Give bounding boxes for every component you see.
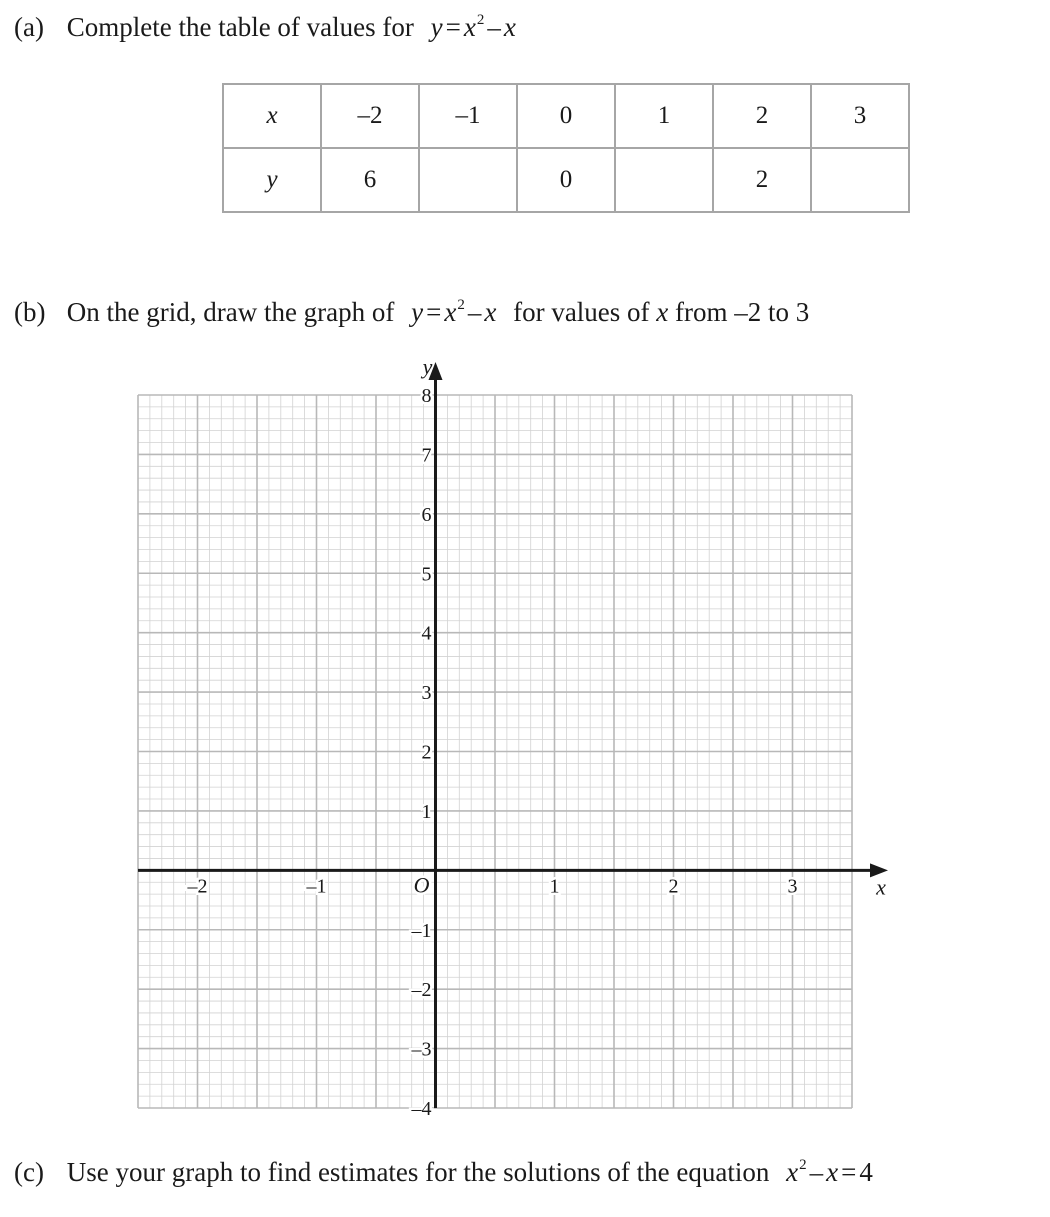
y-tick-label: 7 — [421, 444, 432, 467]
table-cell: 0 — [517, 84, 615, 148]
table-cell: 3 — [811, 84, 909, 148]
equation-b: $y = x^2 - x$ — [411, 297, 497, 327]
y-tick-label: 3 — [421, 682, 432, 705]
x-tick-label: 1 — [549, 875, 560, 898]
question-a-label: (a) — [14, 12, 44, 42]
table-header-y: y — [223, 148, 321, 212]
question-b-text: On the grid, draw the graph of — [66, 297, 395, 327]
y-tick-label: 5 — [421, 563, 432, 586]
y-axis-label: y — [422, 354, 433, 379]
question-c — [14, 1157, 873, 1188]
table-cell: 1 — [615, 84, 713, 148]
equation-c: $x^2 - x = 4$ — [786, 1157, 873, 1187]
table-header-x: x — [223, 84, 321, 148]
question-a-text: Complete the table of values for — [66, 12, 414, 42]
y-tick-label: –3 — [411, 1038, 432, 1061]
y-tick-label: 6 — [421, 503, 432, 526]
axis-labels — [187, 354, 887, 1120]
table-cell: –2 — [321, 84, 419, 148]
x-tick-label: –1 — [306, 875, 327, 898]
x-tick-label: 3 — [787, 875, 798, 898]
table-cell: 2 — [713, 148, 811, 212]
y-tick-label: 1 — [421, 800, 432, 823]
table-cell: 0 — [517, 148, 615, 212]
question-b-var: x — [656, 297, 669, 327]
question-c-text: Use your graph to find estimates for the solutions of the equation — [66, 1157, 770, 1187]
x-axis-label: x — [876, 874, 886, 900]
origin-label: O — [413, 872, 430, 898]
question-b-text-2: for values of — [513, 297, 650, 327]
y-tick-label: –1 — [411, 919, 432, 942]
question-c-label: (c) — [14, 1157, 44, 1187]
axes — [138, 362, 888, 1108]
table-cell: 6 — [321, 148, 419, 212]
equation-a: $y = x^2 - x$ — [430, 12, 516, 42]
question-b-text-3: from –2 to 3 — [675, 297, 810, 327]
y-tick-label: 4 — [421, 622, 432, 645]
y-tick-label: 2 — [421, 741, 432, 764]
question-b-label: (b) — [14, 297, 46, 327]
table-cell: –1 — [419, 84, 517, 148]
y-tick-label: 8 — [421, 385, 432, 407]
y-tick-label: –4 — [411, 1098, 432, 1120]
y-tick-label: –2 — [411, 979, 432, 1002]
x-tick-label: 2 — [668, 875, 679, 898]
x-tick-label: –2 — [187, 875, 208, 898]
table-cell: 2 — [713, 84, 811, 148]
